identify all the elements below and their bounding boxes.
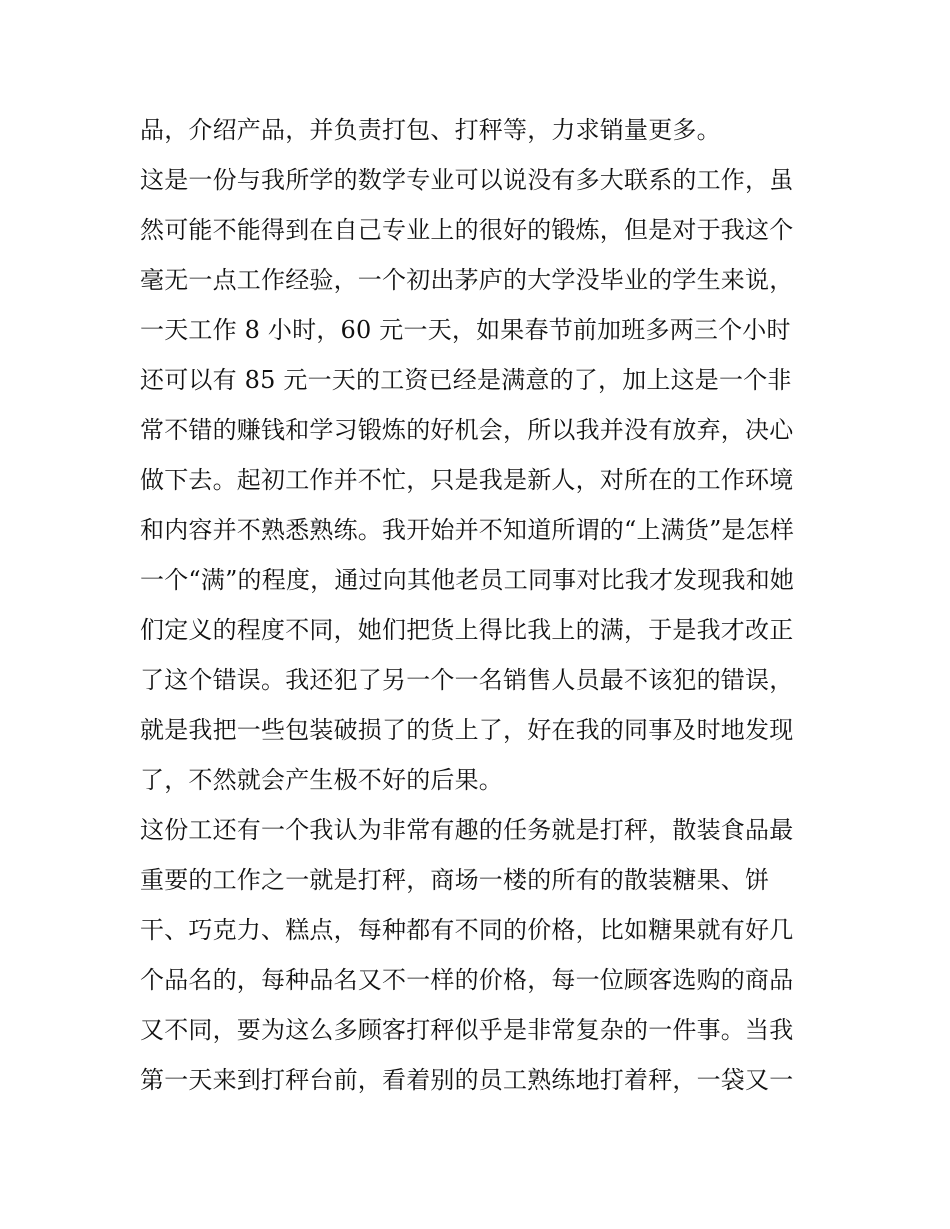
text-line: 就是我把一些包装破损了的货上了，好在我的同事及时地发现	[140, 716, 794, 744]
text-line: 又不同，要为这么多顾客打秤似乎是非常复杂的一件事。当我	[140, 1016, 794, 1044]
text-line: 这份工还有一个我认为非常有趣的任务就是打秤，散装食品最	[140, 816, 794, 844]
text-line: 这是一份与我所学的数学专业可以说没有多大联系的工作，虽	[140, 166, 794, 194]
text-line: 们定义的程度不同，她们把货上得比我上的满，于是我才改正	[140, 616, 794, 644]
text-line: 第一天来到打秤台前，看着别的员工熟练地打着秤，一袋又一	[140, 1066, 794, 1094]
text-line: 一个“满”的程度，通过向其他老员工同事对比我才发现我和她	[140, 566, 795, 594]
text-line: 做下去。起初工作并不忙，只是我是新人，对所在的工作环境	[140, 466, 794, 494]
text-line: 和内容并不熟悉熟练。我开始并不知道所谓的“上满货”是怎样	[140, 516, 795, 544]
text-line: 毫无一点工作经验，一个初出茅庐的大学没毕业的学生来说，	[140, 266, 794, 294]
text-line: 一天工作 8 小时，60 元一天，如果春节前加班多两三个小时	[140, 316, 791, 344]
text-line: 品，介绍产品，并负责打包、打秤等，力求销量更多。	[140, 116, 721, 144]
text-line: 重要的工作之一就是打秤，商场一楼的所有的散装糖果、饼	[140, 866, 770, 894]
text-line: 还可以有 85 元一天的工资已经是满意的了，加上这是一个非	[140, 366, 792, 394]
text-line: 个品名的，每种品名又不一样的价格，每一位顾客选购的商品	[140, 966, 794, 994]
text-line: 然可能不能得到在自己专业上的很好的锻炼，但是对于我这个	[140, 216, 794, 244]
text-line: 干、巧克力、糕点，每种都有不同的价格，比如糖果就有好几	[140, 916, 794, 944]
text-line: 了这个错误。我还犯了另一个一名销售人员最不该犯的错误，	[140, 666, 794, 694]
text-line: 常不错的赚钱和学习锻炼的好机会，所以我并没有放弃，决心	[140, 416, 794, 444]
text-line: 了，不然就会产生极不好的后果。	[140, 766, 503, 794]
body-text	[140, 105, 830, 1105]
